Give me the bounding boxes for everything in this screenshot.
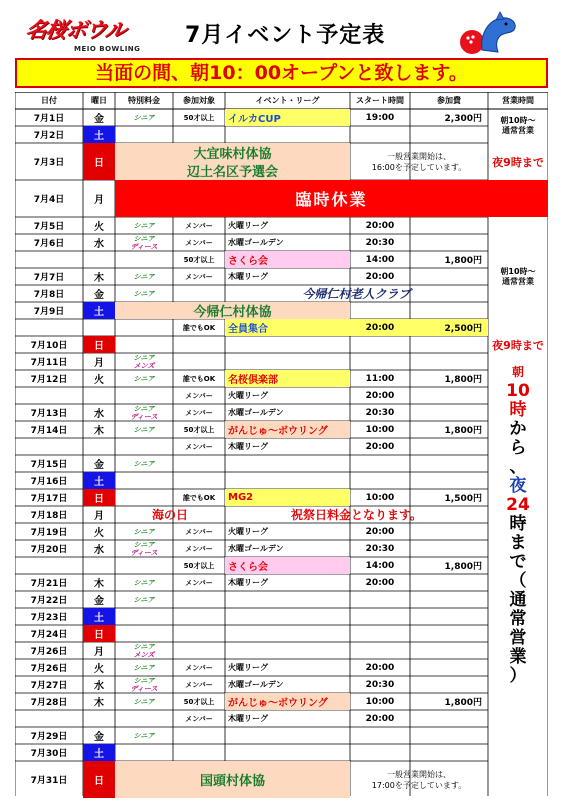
special-price-cell <box>115 109 173 126</box>
fee-cell: 2,300円 <box>444 114 482 124</box>
weekday-cell: 火 <box>94 528 104 539</box>
weekday-cell: 木 <box>94 273 104 284</box>
date-cell: 7月16日 <box>30 477 68 487</box>
date-cell: 7月3日 <box>33 158 65 168</box>
weekday-cell: 金 <box>94 596 104 607</box>
vertical-char: 24 <box>506 495 530 515</box>
event-cell: 木曜リーグ <box>228 714 268 723</box>
date-cell: 7月23日 <box>30 613 68 623</box>
event-cell: 火曜リーグ <box>228 391 268 400</box>
weekday-cell: 日 <box>83 625 115 642</box>
weekday-cell <box>83 710 115 727</box>
start-time-cell: 14:00 <box>365 560 395 571</box>
jul1-hours-normal <box>488 109 548 143</box>
senior-price-label: シニア <box>133 676 155 685</box>
vertical-char: 通 <box>509 590 527 610</box>
extra-price-label: ディース <box>130 684 158 693</box>
weekday-cell <box>83 387 115 404</box>
event-cell: 水曜ゴールデン <box>228 238 284 247</box>
participant-cell: メンバー <box>185 680 213 689</box>
extra-price-label: ディース <box>130 548 158 557</box>
special-price-cell <box>115 455 173 472</box>
vertical-char: 夜 <box>509 476 527 496</box>
event-cell: 火曜リーグ <box>228 527 268 536</box>
weekday-cell: 金 <box>94 290 104 301</box>
vertical-char: ） <box>509 666 527 686</box>
participant-cell: メンバー <box>185 408 213 417</box>
start-time-cell: 20:00 <box>365 662 395 673</box>
start-time-cell: 20:30 <box>365 407 395 418</box>
participant-cell: 誰でもOK <box>182 493 216 502</box>
column-header: 営業時間 <box>502 96 534 105</box>
column-header: 特別料金 <box>128 96 160 105</box>
weekday-cell: 日 <box>83 761 115 798</box>
extra-price-label: メンズ <box>133 650 155 659</box>
note-line: 一般営業開始は、 <box>387 151 451 161</box>
note-line: 一般営業開始は、 <box>387 769 451 779</box>
fee-cell: 1,500円 <box>444 494 482 504</box>
senior-price-label: シニア <box>133 540 155 549</box>
fee-cell: 1,800円 <box>444 256 482 266</box>
event-cell: さくら会 <box>225 251 350 268</box>
weekday-cell <box>83 557 115 574</box>
weekday-cell <box>83 251 115 268</box>
event-cell: イルカCUP <box>225 109 350 126</box>
start-time-cell: 10:00 <box>365 696 395 707</box>
weekday-cell: 金 <box>94 732 104 743</box>
weekday-cell: 木 <box>94 579 104 590</box>
date-cell: 7月2日 <box>33 131 65 141</box>
senior-price-label: シニア <box>133 374 155 383</box>
special-price-cell <box>115 693 173 710</box>
special-price-cell <box>115 523 173 540</box>
extra-price-label: メンズ <box>133 361 155 370</box>
start-time-cell: 20:00 <box>365 577 395 588</box>
special-price-cell <box>115 727 173 744</box>
jul3-hours-night9: 夜9時まで <box>492 155 544 169</box>
date-cell: 7月21日 <box>30 579 68 589</box>
event-cell: さくら会 <box>225 557 350 574</box>
fee-cell: 2,500円 <box>410 319 488 336</box>
event-schedule-table <box>15 92 548 796</box>
date-cell: 7月12日 <box>30 375 68 385</box>
vertical-char: 朝 <box>511 365 524 379</box>
event-cell: 水曜ゴールデン <box>228 408 284 417</box>
start-time-cell: 20:00 <box>365 713 395 724</box>
jul3-opening-note <box>350 143 488 180</box>
jul3-event-hentona: 辺土名区予選会 <box>115 161 350 180</box>
participant-cell: メンバー <box>185 663 213 672</box>
participant-cell: 誰でもOK <box>182 374 216 383</box>
event-cell: 木曜リーグ <box>228 578 268 587</box>
special-price-cell <box>115 285 173 302</box>
logo-subtext: MEIO BOWLING <box>74 45 141 53</box>
weekday-cell: 火 <box>94 222 104 233</box>
start-time-cell: 20:00 <box>365 441 395 452</box>
start-time-cell: 10:00 <box>365 492 395 503</box>
event-cell: 火曜リーグ <box>228 663 268 672</box>
vertical-char: 、 <box>509 457 527 477</box>
column-header: 日付 <box>41 96 57 105</box>
senior-price-label: シニア <box>133 272 155 281</box>
special-price-cell <box>115 421 173 438</box>
participant-cell: メンバー <box>185 714 213 723</box>
date-cell: 7月5日 <box>33 222 65 232</box>
date-cell: 7月30日 <box>30 749 68 759</box>
date-cell: 7月27日 <box>30 681 68 691</box>
jul9-event-nakijin: 今帰仁村体協 <box>115 302 350 319</box>
participant-cell: メンバー <box>185 578 213 587</box>
extra-price-label: ディース <box>130 412 158 421</box>
date-cell: 7月26日 <box>30 664 68 674</box>
date-cell: 7月11日 <box>30 358 68 368</box>
hours-line: 朝10時～ <box>500 266 536 276</box>
special-price-cell <box>115 268 173 285</box>
senior-price-label: シニア <box>133 221 155 230</box>
date-cell <box>15 438 83 455</box>
date-cell: 7月29日 <box>30 732 68 742</box>
vertical-hours-text <box>488 363 548 761</box>
event-cell: 水曜ゴールデン <box>228 544 284 553</box>
column-header: イベント・リーグ <box>255 96 320 105</box>
vertical-char: ら <box>509 438 527 458</box>
dolphin-bowling-mascot-icon <box>442 10 522 56</box>
jul3-event-omiya: 大宜味村体協 <box>115 143 350 161</box>
participant-cell: メンバー <box>185 238 213 247</box>
senior-price-label: シニア <box>133 425 155 434</box>
hours-line: 通常営業 <box>502 276 534 286</box>
column-header: 参加対象 <box>183 96 215 105</box>
special-price-cell <box>115 659 173 676</box>
date-cell: 7月20日 <box>30 545 68 555</box>
page-title: 7月イベント予定表 <box>185 23 386 48</box>
participant-cell: メンバー <box>185 544 213 553</box>
special-price-cell <box>115 353 173 370</box>
column-header: 参加費 <box>437 96 461 105</box>
date-cell: 7月14日 <box>30 426 68 436</box>
vertical-char: （ <box>509 571 527 591</box>
start-time-cell: 20:30 <box>365 237 395 248</box>
senior-price-label: シニア <box>133 234 155 243</box>
participant-cell: メンバー <box>185 391 213 400</box>
senior-price-label: シニア <box>133 697 155 706</box>
date-cell: 7月26日 <box>30 647 68 657</box>
fee-cell: 1,800円 <box>444 375 482 385</box>
event-cell: がんじゅ～ボウリング <box>225 693 350 710</box>
weekday-cell: 日 <box>83 143 115 180</box>
note-line: 16:00を予定しています。 <box>371 162 467 172</box>
senior-price-label: シニア <box>133 527 155 536</box>
date-cell: 7月1日 <box>33 114 65 124</box>
date-cell: 7月4日 <box>33 195 65 205</box>
vertical-char: 10 <box>506 381 530 401</box>
vertical-char: ま <box>509 533 527 553</box>
note-line: 17:00を予定しています。 <box>371 780 467 790</box>
event-cell: がんじゅ～ボウリング <box>225 421 350 438</box>
start-time-cell: 20:30 <box>365 679 395 690</box>
senior-price-label: シニア <box>133 642 155 651</box>
start-time-cell: 10:00 <box>365 424 395 435</box>
start-time-cell: 14:00 <box>365 254 395 265</box>
special-price-cell <box>115 574 173 591</box>
participant-cell: メンバー <box>185 221 213 230</box>
special-price-cell <box>115 591 173 608</box>
vertical-char: 常 <box>509 609 527 629</box>
senior-price-label: シニア <box>133 663 155 672</box>
date-cell: 7月18日 <box>30 511 68 521</box>
senior-price-label: シニア <box>133 459 155 468</box>
participant-cell: 50才以上 <box>183 561 215 570</box>
weekday-cell <box>83 319 115 336</box>
date-cell: 7月7日 <box>33 273 65 283</box>
fee-cell: 1,800円 <box>444 426 482 436</box>
weekday-cell: 月 <box>94 511 104 522</box>
weekday-cell: 月 <box>94 195 104 206</box>
participant-cell: メンバー <box>185 527 213 536</box>
participant-cell: 50才以上 <box>183 113 215 122</box>
special-price-cell <box>115 642 173 659</box>
event-cell: 水曜ゴールデン <box>228 680 284 689</box>
date-cell <box>15 557 83 574</box>
participant-cell: メンバー <box>185 272 213 281</box>
weekday-cell: 火 <box>94 664 104 675</box>
logo-text: 名桜ボウル <box>24 18 127 42</box>
start-time-cell: 11:00 <box>365 373 395 384</box>
senior-price-label: シニア <box>133 353 155 362</box>
hours-line: 朝10時～ <box>500 116 536 125</box>
event-cell: 名桜倶楽部 <box>225 370 350 387</box>
date-cell: 7月13日 <box>30 409 68 419</box>
senior-price-label: シニア <box>133 404 155 413</box>
weekday-cell: 月 <box>94 647 104 658</box>
weekday-cell: 土 <box>83 302 115 319</box>
jul31-event-kunigami: 国頭村体協 <box>115 761 350 798</box>
jul5-hours-normal <box>488 217 548 336</box>
senior-price-label: シニア <box>133 113 155 122</box>
date-cell: 7月31日 <box>30 776 68 786</box>
special-price-cell <box>115 676 173 693</box>
fee-cell: 1,800円 <box>444 698 482 708</box>
senior-price-label: シニア <box>133 289 155 298</box>
weekday-cell <box>83 438 115 455</box>
date-cell: 7月24日 <box>30 630 68 640</box>
start-time-cell: 20:00 <box>365 271 395 282</box>
start-time-cell: 19:00 <box>365 112 395 123</box>
event-cell: 木曜リーグ <box>228 442 268 451</box>
weekday-cell: 金 <box>94 460 104 471</box>
weekday-cell: 土 <box>83 126 115 143</box>
special-price-cell <box>115 404 173 421</box>
jul31-opening-note <box>350 761 488 798</box>
weekday-cell: 木 <box>94 698 104 709</box>
header <box>0 0 565 56</box>
weekday-cell: 火 <box>94 375 104 386</box>
weekday-cell: 水 <box>94 409 104 420</box>
special-price-cell <box>115 217 173 234</box>
date-cell: 7月10日 <box>30 341 68 351</box>
senior-price-label: シニア <box>133 731 155 740</box>
event-cell: 木曜リーグ <box>228 272 268 281</box>
participant-cell: 誰でもOK <box>182 323 216 332</box>
column-header: 曜日 <box>91 96 107 105</box>
date-cell: 7月17日 <box>30 494 68 504</box>
date-cell: 7月19日 <box>30 528 68 538</box>
event-cell: 全員集合 <box>225 319 350 336</box>
senior-price-label: シニア <box>133 578 155 587</box>
hours-line: 通常営業 <box>502 126 534 135</box>
vertical-char: 時 <box>509 514 527 534</box>
jul8-event-elderly-club: 今帰仁村老人クラブ <box>302 287 411 301</box>
opening-notice-banner: 当面の間、朝10：00オープンと致します。 <box>15 58 548 88</box>
start-time-cell: 20:00 <box>365 220 395 231</box>
vertical-char: か <box>509 419 527 439</box>
vertical-char: 業 <box>509 647 527 667</box>
participant-cell: 50才以上 <box>183 255 215 264</box>
jul10-hours-night9: 夜9時まで <box>492 338 544 352</box>
vertical-char: 時 <box>509 400 527 420</box>
weekday-cell: 土 <box>83 472 115 489</box>
date-cell: 7月6日 <box>33 239 65 249</box>
weekday-cell: 木 <box>94 426 104 437</box>
event-cell: MG2 <box>225 489 350 506</box>
participant-cell: 50才以上 <box>183 697 215 706</box>
date-cell <box>15 319 83 336</box>
date-cell <box>15 387 83 404</box>
weekday-cell: 水 <box>94 545 104 556</box>
weekday-cell: 日 <box>83 336 115 353</box>
event-cell: 火曜リーグ <box>228 221 268 230</box>
weekday-cell: 日 <box>83 489 115 506</box>
weekday-cell: 金 <box>94 114 104 125</box>
extra-price-label: ディース <box>130 242 158 251</box>
date-cell <box>15 710 83 727</box>
date-cell: 7月8日 <box>33 290 65 300</box>
start-time-cell: 20:00 <box>365 390 395 401</box>
jul18-holiday-note: 祝祭日料金となります。 <box>290 508 423 522</box>
date-cell: 7月22日 <box>30 596 68 606</box>
date-cell: 7月9日 <box>33 307 65 317</box>
special-price-cell <box>115 370 173 387</box>
fee-cell: 1,800円 <box>444 562 482 572</box>
jul18-holiday-label: 海の日 <box>151 508 188 522</box>
column-header: スタート時間 <box>356 96 404 105</box>
senior-price-label: シニア <box>133 595 155 604</box>
weekday-cell: 水 <box>94 239 104 250</box>
start-time-cell: 20:00 <box>350 319 410 336</box>
start-time-cell: 20:00 <box>365 526 395 537</box>
jul4-closed-banner: 臨時休業 <box>115 180 548 217</box>
date-cell <box>15 251 83 268</box>
weekday-cell: 月 <box>94 358 104 369</box>
date-cell: 7月15日 <box>30 460 68 470</box>
start-time-cell: 20:30 <box>365 543 395 554</box>
date-cell: 7月28日 <box>30 698 68 708</box>
participant-cell: 50才以上 <box>183 425 215 434</box>
vertical-char: 営 <box>509 628 527 648</box>
special-price-cell <box>115 234 173 251</box>
special-price-cell <box>115 540 173 557</box>
vertical-char: で <box>509 552 527 572</box>
participant-cell: メンバー <box>185 442 213 451</box>
meio-bowl-logo <box>26 14 150 56</box>
weekday-cell: 土 <box>83 608 115 625</box>
weekday-cell: 土 <box>83 744 115 761</box>
weekday-cell: 水 <box>94 681 104 692</box>
